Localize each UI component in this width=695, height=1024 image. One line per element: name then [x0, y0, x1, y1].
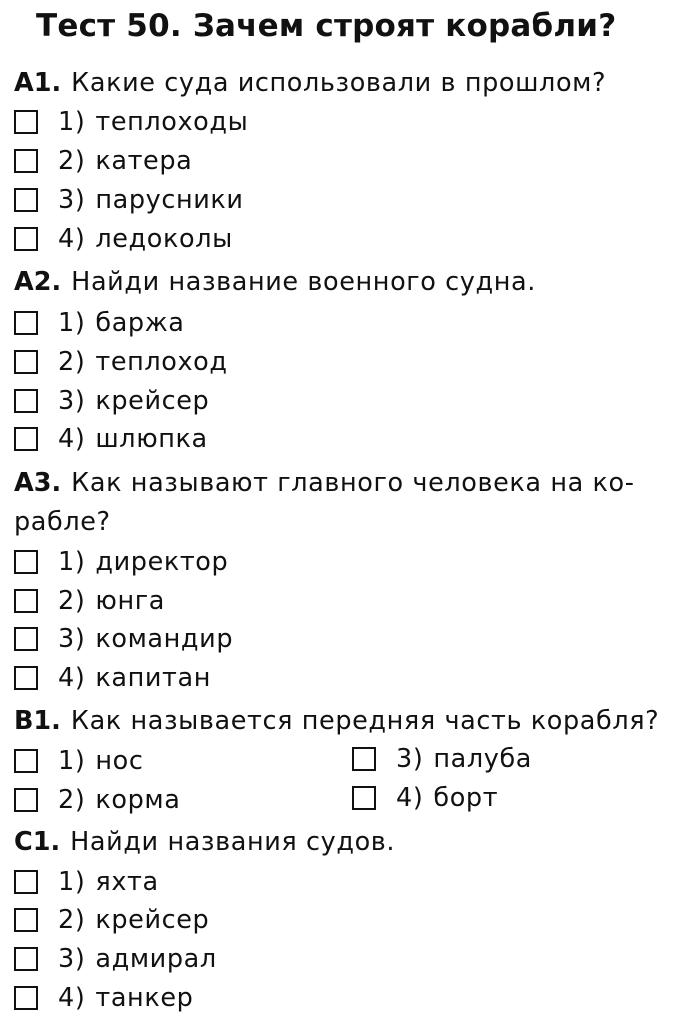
option-text: нос [95, 746, 144, 776]
checkbox[interactable] [14, 908, 38, 932]
option-text: теплоход [95, 347, 228, 377]
option-a1-2 [14, 142, 192, 180]
option-number: 4) [58, 983, 86, 1013]
checkbox[interactable] [14, 350, 38, 374]
option-number: 2) [58, 586, 86, 616]
option-text: командир [95, 624, 234, 654]
option-c1-1 [14, 863, 159, 901]
option-a2-2 [14, 343, 228, 381]
option-b1-3 [352, 740, 532, 778]
option-number: 1) [58, 107, 86, 137]
option-text: крейсер [95, 386, 210, 416]
question-number: А1. [14, 68, 62, 98]
option-number: 2) [58, 905, 86, 935]
option-text: палуба [433, 744, 533, 774]
checkbox[interactable] [14, 188, 38, 212]
option-a1-3 [14, 181, 244, 219]
option-number: 3) [396, 744, 424, 774]
option-number: 3) [58, 944, 86, 974]
checkbox[interactable] [14, 227, 38, 251]
checkbox[interactable] [14, 947, 38, 971]
question-text: Какие суда использовали в прошлом? [71, 68, 607, 98]
option-c1-3 [14, 940, 217, 978]
option-text: адмирал [95, 944, 217, 974]
option-text: катера [95, 146, 193, 176]
option-a1-4 [14, 220, 233, 258]
option-text: баржа [95, 308, 185, 338]
question-c1 [14, 823, 395, 861]
option-text: корма [95, 785, 181, 815]
option-text: директор [95, 547, 229, 577]
page-title: Тест 50. Зачем строят корабли? [36, 8, 617, 44]
checkbox[interactable] [14, 550, 38, 574]
checkbox[interactable] [14, 749, 38, 773]
option-b1-1 [14, 742, 143, 780]
question-number: А2. [14, 267, 62, 297]
question-text: Как называется передняя часть корабля? [70, 706, 660, 736]
question-text: Найди название военного судна. [71, 267, 536, 297]
checkbox[interactable] [14, 627, 38, 651]
question-a3-continued [14, 503, 111, 541]
option-text: ледоколы [95, 224, 233, 254]
question-a3 [14, 464, 635, 502]
checkbox[interactable] [14, 389, 38, 413]
option-a3-4 [14, 659, 211, 697]
question-text: Найди названия судов. [70, 827, 396, 857]
question-a1 [14, 64, 606, 102]
option-number: 2) [58, 146, 86, 176]
option-b1-4 [352, 779, 498, 817]
option-b1-2 [14, 781, 180, 819]
option-text: капитан [95, 663, 212, 693]
option-a2-4 [14, 420, 208, 458]
checkbox[interactable] [14, 110, 38, 134]
option-number: 4) [58, 663, 86, 693]
option-number: 3) [58, 185, 86, 215]
option-a3-2 [14, 582, 165, 620]
checkbox[interactable] [352, 786, 376, 810]
checkbox[interactable] [352, 747, 376, 771]
option-number: 2) [58, 347, 86, 377]
option-number: 1) [58, 308, 86, 338]
option-number: 4) [58, 424, 86, 454]
checkbox[interactable] [14, 986, 38, 1010]
checkbox[interactable] [14, 788, 38, 812]
option-a3-3 [14, 620, 233, 658]
option-text: юнга [95, 586, 165, 616]
option-text: парусники [95, 185, 244, 215]
option-text: танкер [95, 983, 194, 1013]
option-number: 4) [396, 783, 424, 813]
checkbox[interactable] [14, 870, 38, 894]
checkbox[interactable] [14, 149, 38, 173]
option-text: шлюпка [95, 424, 208, 454]
option-number: 3) [58, 386, 86, 416]
question-number: С1. [14, 827, 61, 857]
option-number: 2) [58, 785, 86, 815]
checkbox[interactable] [14, 311, 38, 335]
question-a2 [14, 263, 536, 301]
option-number: 1) [58, 746, 86, 776]
checkbox[interactable] [14, 666, 38, 690]
option-a2-3 [14, 382, 209, 420]
option-text: борт [433, 783, 499, 813]
option-text: теплоходы [95, 107, 249, 137]
question-number: В1. [14, 706, 61, 736]
option-a2-1 [14, 304, 185, 342]
option-number: 1) [58, 867, 86, 897]
checkbox[interactable] [14, 427, 38, 451]
option-c1-4 [14, 979, 193, 1017]
checkbox[interactable] [14, 589, 38, 613]
question-number: А3. [14, 468, 62, 498]
question-b1 [14, 702, 659, 740]
option-number: 1) [58, 547, 86, 577]
option-a1-1 [14, 103, 248, 141]
option-c1-2 [14, 901, 209, 939]
option-text: крейсер [95, 905, 210, 935]
option-a3-1 [14, 543, 228, 581]
question-text-line1: Как называют главного человека на ко- [71, 468, 635, 498]
option-number: 4) [58, 224, 86, 254]
option-text: яхта [95, 867, 159, 897]
question-text-line2: рабле? [14, 507, 111, 537]
option-number: 3) [58, 624, 86, 654]
